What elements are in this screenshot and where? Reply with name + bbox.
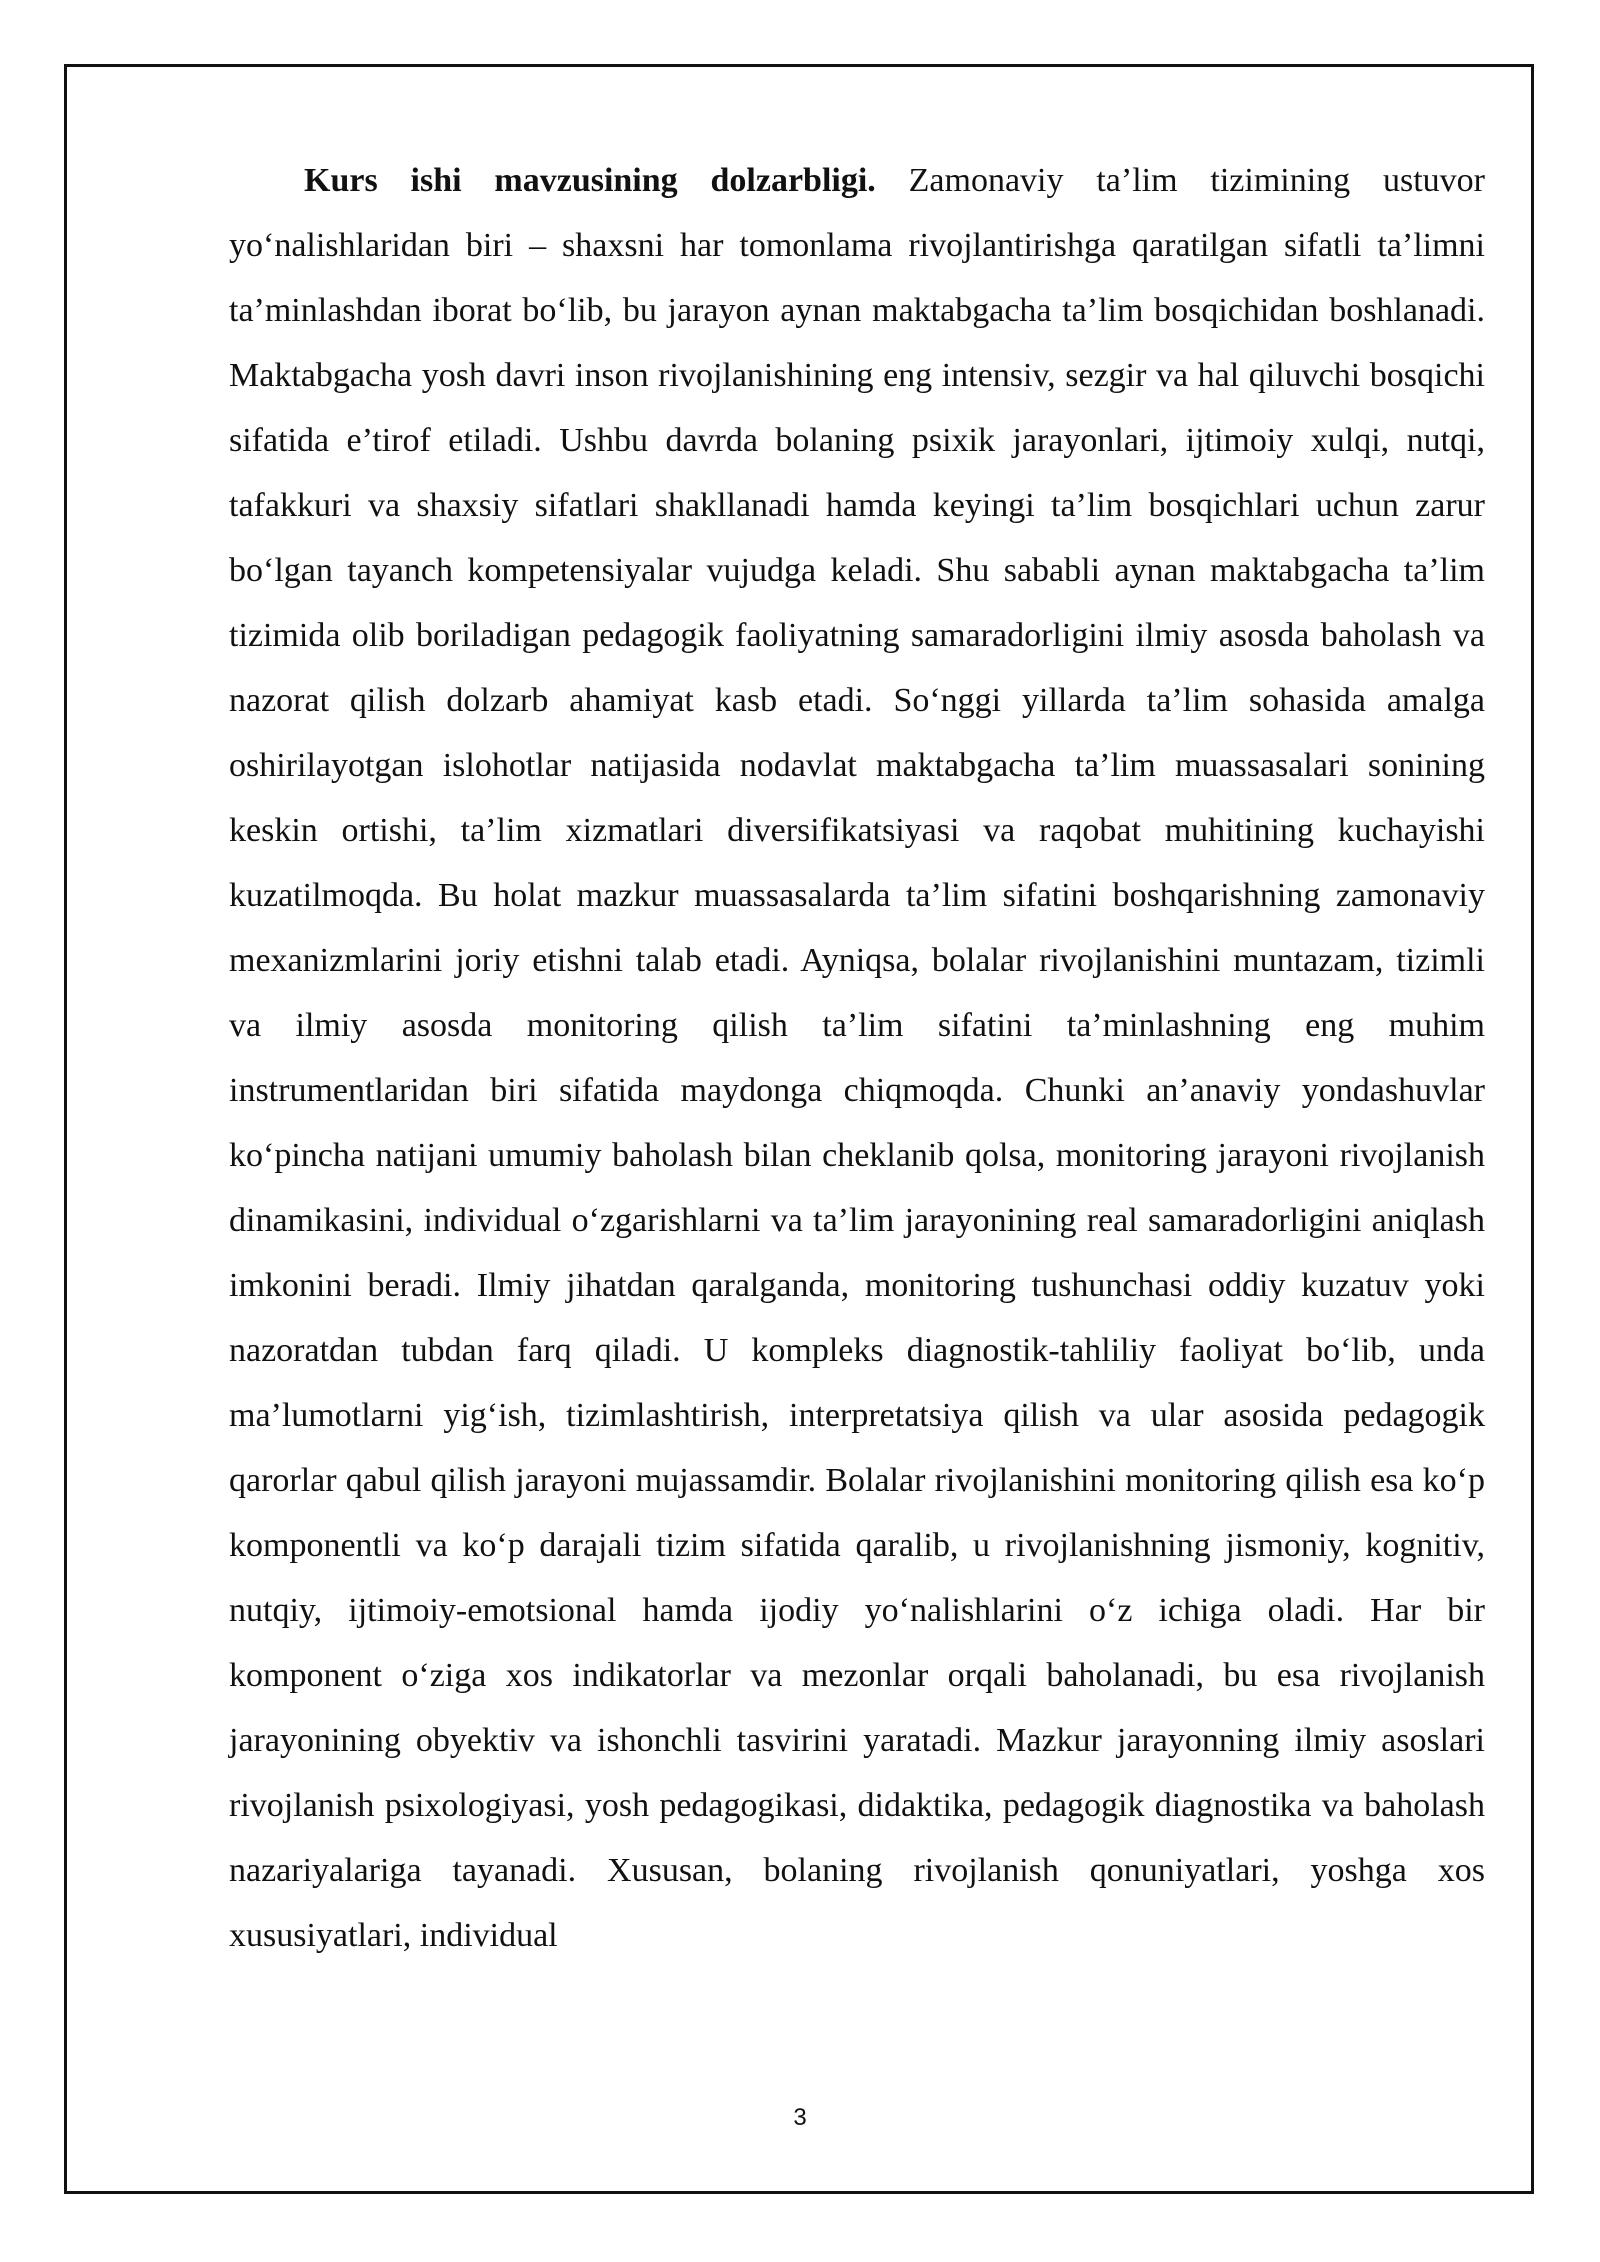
body-paragraph: [229, 148, 1485, 1968]
paragraph-text: Zamonaviy ta’lim tizimining ustuvor yo‘nalishlaridan biri – shaxsni har tomonlama rivojlantirishga qaratilgan sifatli ta’limni ta’minlashdan iborat bo‘lib, bu jarayon aynan maktabgacha ta’lim bosqichidan boshlanadi. Maktabgacha yosh davri inson rivojlanishining eng intensiv, sezgir va hal qiluvchi bosqichi sifatida e’tirof etiladi. Ushbu davrda bolaning psixik jarayonlari, ijtimoiy xulqi, nutqi, tafakkuri va shaxsiy sifatlari shakllanadi hamda keyingi ta’lim bosqichlari uchun zarur bo‘lgan tayanch kompetensiyalar vujudga keladi. Shu sababli aynan maktabgacha ta’lim tizimida olib boriladigan pedagogik faoliyatning samaradorligini ilmiy asosda baholash va nazorat qilish dolzarb ahamiyat kasb etadi. So‘nggi yillarda ta’lim sohasida amalga oshirilayotgan islohotlar natijasida nodavlat maktabgacha ta’lim muassasalari sonining keskin ortishi, ta’lim xizmatlari diversifikatsiyasi va raqobat muhitining kuchayishi kuzatilmoqda. Bu holat mazkur muassasalarda ta’lim sifatini boshqarishning zamonaviy mexanizmlarini joriy etishni talab etadi. Ayniqsa, bolalar rivojlanishini muntazam, tizimli va ilmiy asosda monitoring qilish ta’lim sifatini ta’minlashning eng muhim instrumentlaridan biri sifatida maydonga chiqmoqda. Chunki an’anaviy yondashuvlar ko‘pincha natijani umumiy baholash bilan cheklanib qolsa, monitoring jarayoni rivojlanish dinamikasini, individual o‘zgarishlarni va ta’lim jarayonining real samaradorligini aniqlash imkonini beradi. Ilmiy jihatdan qaralganda, monitoring tushunchasi oddiy kuzatuv yoki nazoratdan tubdan farq qiladi. U kompleks diagnostik-tahliliy faoliyat bo‘lib, unda ma’lumotlarni yig‘ish, tizimlashtirish, interpretatsiya qilish va ular asosida pedagogik qarorlar qabul qilish jarayoni mujassamdir. Bolalar rivojlanishini monitoring qilish esa ko‘p komponentli va ko‘p darajali tizim sifatida qaralib, u rivojlanishning jismoniy, kognitiv, nutqiy, ijtimoiy-emotsional hamda ijodiy yo‘nalishlarini o‘z ichiga oladi. Har bir komponent o‘ziga xos indikatorlar va mezonlar orqali baholanadi, bu esa rivojlanish jarayonining obyektiv va ishonchli tasvirini yaratadi. Mazkur jarayonning ilmiy asoslari rivojlanish psixologiyasi, yosh pedagogikasi, didaktika, pedagogik diagnostika va baholash nazariyalariga tayanadi. Xususan, bolaning rivojlanish qonuniyatlari, yoshga xos xususiyatlari, individual: [229, 162, 1486, 1954]
document-body: [229, 148, 1485, 1968]
page-number: 3: [793, 2104, 807, 2131]
section-heading: Kurs ishi mavzusining dolzarbligi.: [304, 162, 876, 199]
